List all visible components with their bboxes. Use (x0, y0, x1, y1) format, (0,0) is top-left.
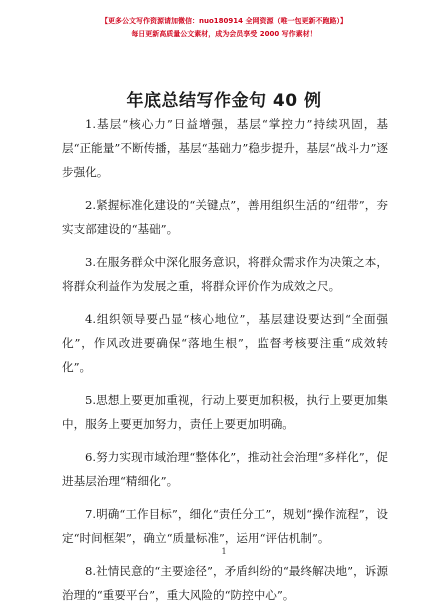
item-list (62, 112, 388, 616)
list-item: 8.社情民意的“主要途径”，矛盾纠纷的“最终解决地”，诉源治理的“重要平台”，重大风险的“防控中心”。 (62, 564, 388, 602)
list-item: 7.明确“工作目标”，细化“责任分工”，规划“操作流程”，设定“时间框架”，确立“质量标准”，运用“评估机制”。 (62, 507, 388, 545)
page-number: 1 (221, 547, 227, 556)
list-item: 6.努力实现市域治理“整体化”，推动社会治理“多样化”，促进基层治理“精细化”。 (62, 450, 388, 488)
promo-banner-line-1: 【更多公文写作资源请加微信：nuo180914 全网资源（唯一包更新不跑路）】 (101, 17, 347, 25)
list-item: 5.思想上要更加重视，行动上要更加积极，执行上要更加集中，服务上要更加努力，责任上要更加明确。 (62, 393, 388, 431)
promo-banner-line-2: 每日更新高质量公文素材，成为会员享受 2000 写作素材！ (131, 30, 317, 38)
list-item: 2.紧握标准化建设的“关键点”，善用组织生活的“纽带”，夯实支部建设的“基础”。 (62, 198, 388, 236)
list-item: 3.在服务群众中深化服务意识，将群众需求作为决策之本，将群众利益作为发展之重，将群众评价作为成效之尺。 (62, 255, 388, 293)
list-item: 1.基层“核心力”日益增强，基层“掌控力”持续巩固，基层“正能量”不断传播，基层“基础力”稳步提升，基层“战斗力”逐步强化。 (62, 117, 388, 179)
list-item: 4.组织领导要凸显“核心地位”，基层建设要达到“全面强化”，作风改进要确保“落地生根”，监督考核要注重“成效转化”。 (62, 312, 388, 374)
document-title: 年底总结写作金句 40 例 (126, 91, 322, 111)
